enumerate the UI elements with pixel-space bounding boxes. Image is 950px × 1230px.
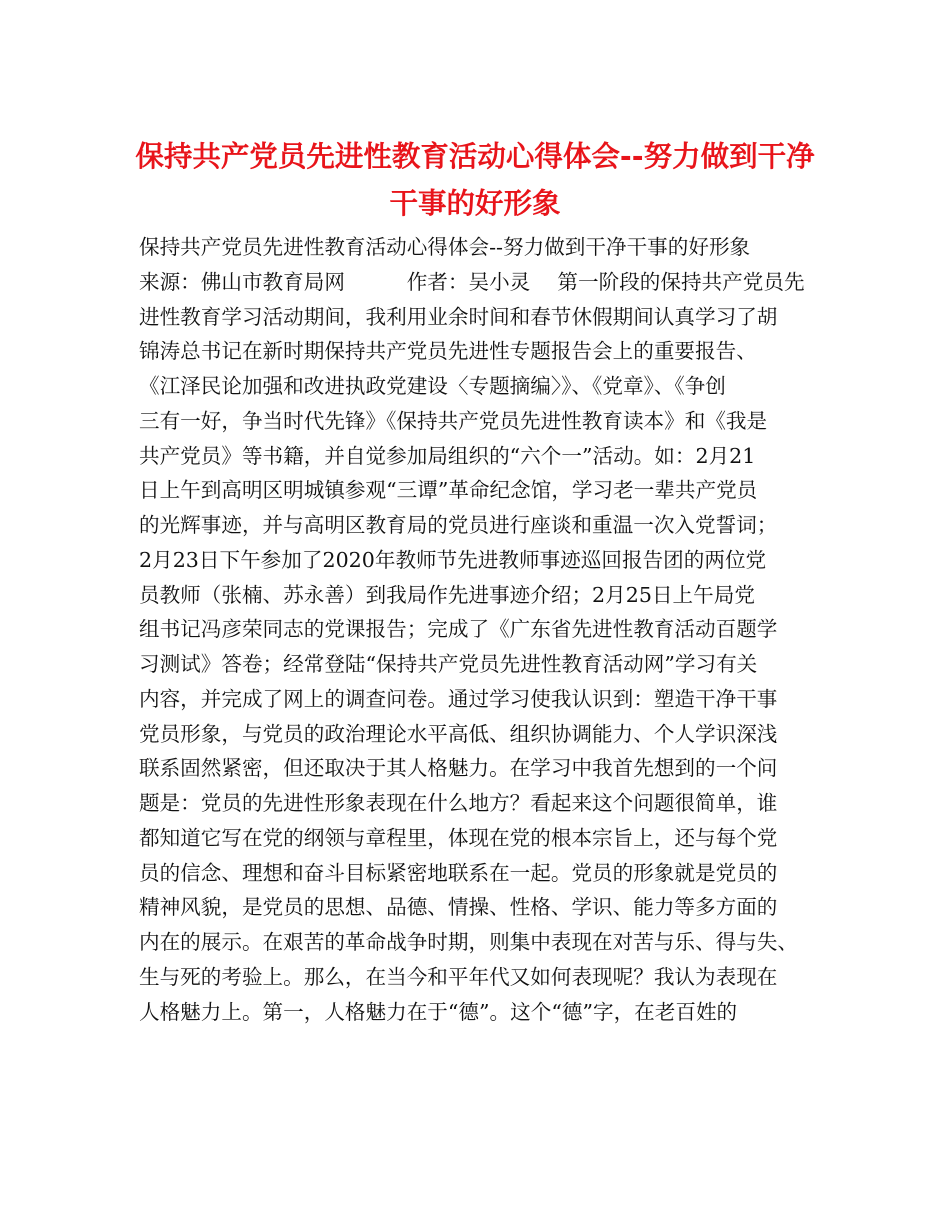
body-line: 人格魅力上。第一，人格魅力在于“德”。这个“德”字，在老百姓的 [139,999,738,1024]
body-line: 党员形象，与党员的政治理论水平高低、组织协调能力、个人学识深浅 [139,721,778,746]
body-line: 生与死的考验上。那么，在当今和平年代又如何表现呢？我认为表现在 [139,964,778,989]
document-title [90,133,860,227]
body-line: 都知道它写在党的纲领与章程里，体现在党的根本宗旨上，还与每个党 [139,825,778,850]
document-body [139,230,829,1029]
body-line: 习测试》答卷；经常登陆“保持共产党员先进性教育活动网”学习有关 [139,652,758,676]
body-line: 2月23日下午参加了2020年教师节先进教师事迹巡回报告团的两位党 [139,547,767,572]
body-line: 员的信念、理想和奋斗目标紧密地联系在一起。党员的形象就是党员的 [139,860,778,885]
body-line: 锦涛总书记在新时期保持共产党员先进性专题报告会上的重要报告、 [139,339,757,364]
body-line: 联系固然紧密，但还取决于其人格魅力。在学习中我首先想到的一个问 [139,756,778,781]
body-line: 的光辉事迹，并与高明区教育局的党员进行座谈和重温一次入党誓词； [139,513,778,537]
title-line: 干事的好形象 [389,187,561,220]
body-line: 精神风貌，是党员的思想、品德、情操、性格、学识、能力等多方面的 [139,895,778,920]
body-line: 题是：党员的先进性形象表现在什么地方？看起来这个问题很简单，谁 [139,791,778,815]
body-line: 三有一好，争当时代先锋》《保持共产党员先进性教育读本》和《我是 [139,408,768,433]
body-line: 《江泽民论加强和改进执政党建设〈专题摘编〉》、《党章》、《争创 [139,374,726,398]
body-line: 日上午到高明区明城镇参观“三谭”革命纪念馆，学习老一辈共产党员 [139,478,758,503]
body-line: 组书记冯彦荣同志的党课报告；完成了《广东省先进性教育活动百题学 [139,617,778,642]
title-line: 保持共产党员先进性教育活动心得体会--努力做到干净 [135,140,815,173]
body-line: 共产党员》等书籍，并自觉参加局组织的“六个一”活动。如：2月21 [139,443,756,468]
body-line: 进性教育学习活动期间，我利用业余时间和春节休假期间认真学习了胡 [139,304,778,329]
body-line: 保持共产党员先进性教育活动心得体会--努力做到干净干事的好形象 [139,235,751,259]
body-line: 员教师（张楠、苏永善）到我局作先进事迹介绍；2月25日上午局党 [139,582,755,607]
body-line: 来源：佛山市教育局网 作者：吴小灵 第一阶段的保持共产党员先 [139,269,805,294]
body-line: 内容，并完成了网上的调查问卷。通过学习使我认识到：塑造干净干事 [139,686,778,711]
body-line: 内在的展示。在艰苦的革命战争时期，则集中表现在对苦与乐、得与失、 [139,930,798,954]
